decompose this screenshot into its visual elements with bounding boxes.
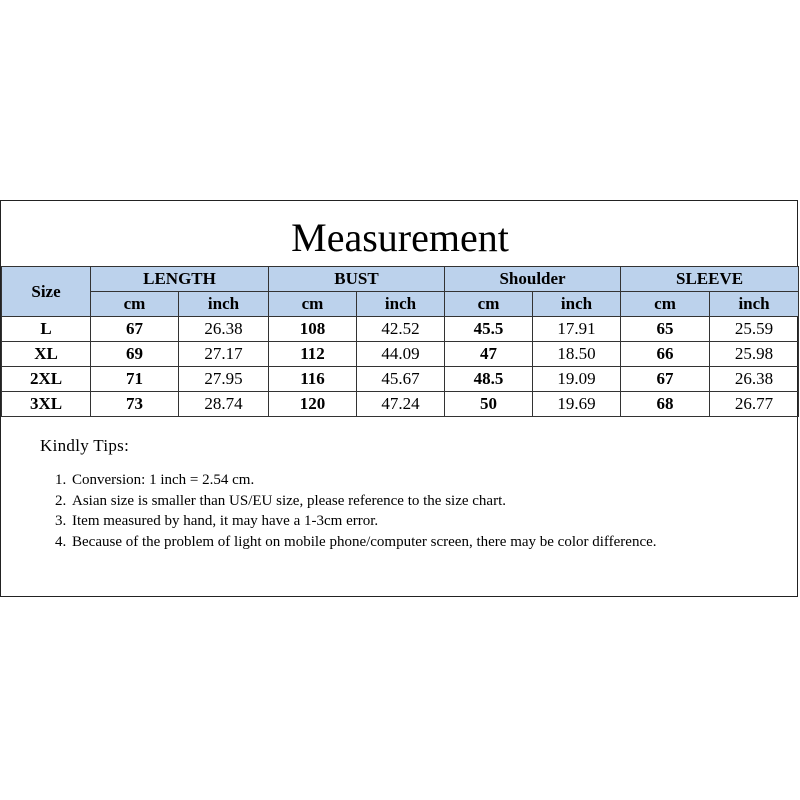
sleeve-inch-cell: 25.98 [710,342,799,367]
bust-cm-cell: 108 [269,317,357,342]
sleeve-cm-cell: 65 [621,317,710,342]
group-header-row [2,267,799,292]
bust-inch-cell: 47.24 [357,392,445,417]
unit-header-inch: inch [533,292,621,317]
sleeve-cm-cell: 68 [621,392,710,417]
length-cm-cell: 71 [91,367,179,392]
list-item: 3. Item measured by hand, it may have a 1-3cm error. [70,511,780,532]
length-inch-cell: 28.74 [179,392,269,417]
unit-header-cm: cm [445,292,533,317]
group-header-length: LENGTH [91,267,269,292]
shoulder-cm-cell: 45.5 [445,317,533,342]
length-inch-cell: 26.38 [179,317,269,342]
unit-header-cm: cm [91,292,179,317]
size-header: Size [2,267,91,317]
shoulder-inch-cell: 17.91 [533,317,621,342]
size-cell: 2XL [2,367,91,392]
sleeve-inch-cell: 26.77 [710,392,799,417]
size-table [1,266,799,417]
sleeve-cm-cell: 66 [621,342,710,367]
bust-inch-cell: 42.52 [357,317,445,342]
length-cm-cell: 69 [91,342,179,367]
bust-cm-cell: 116 [269,367,357,392]
tips-list [40,470,780,552]
group-header-bust: BUST [269,267,445,292]
shoulder-inch-cell: 19.69 [533,392,621,417]
chart-title: Measurement [291,215,509,260]
bust-cm-cell: 112 [269,342,357,367]
unit-header-cm: cm [269,292,357,317]
list-item: 4. Because of the problem of light on mobile phone/computer screen, there may be color difference. [70,532,702,553]
table-row [2,392,799,417]
size-cell: 3XL [2,392,91,417]
list-item: 1. Conversion: 1 inch = 2.54 cm. [70,470,780,491]
length-cm-cell: 67 [91,317,179,342]
size-cell: XL [2,342,91,367]
table-row [2,342,799,367]
tips-title: Kindly Tips: [40,436,130,455]
sleeve-inch-cell: 26.38 [710,367,799,392]
bust-inch-cell: 45.67 [357,367,445,392]
bust-cm-cell: 120 [269,392,357,417]
shoulder-cm-cell: 50 [445,392,533,417]
list-item: 2. Asian size is smaller than US/EU size, please reference to the size chart. [70,491,780,512]
shoulder-inch-cell: 19.09 [533,367,621,392]
length-inch-cell: 27.95 [179,367,269,392]
unit-header-inch: inch [357,292,445,317]
bust-inch-cell: 44.09 [357,342,445,367]
shoulder-cm-cell: 48.5 [445,367,533,392]
group-header-sleeve: SLEEVE [621,267,799,292]
unit-header-inch: inch [179,292,269,317]
length-cm-cell: 73 [91,392,179,417]
group-header-shoulder: Shoulder [445,267,621,292]
unit-header-cm: cm [621,292,710,317]
size-cell: L [2,317,91,342]
sleeve-cm-cell: 67 [621,367,710,392]
shoulder-inch-cell: 18.50 [533,342,621,367]
table-row [2,367,799,392]
length-inch-cell: 27.17 [179,342,269,367]
shoulder-cm-cell: 47 [445,342,533,367]
tips-section [40,436,780,552]
unit-header-row [2,292,799,317]
unit-header-inch: inch [710,292,799,317]
table-row [2,317,799,342]
sleeve-inch-cell: 25.59 [710,317,799,342]
